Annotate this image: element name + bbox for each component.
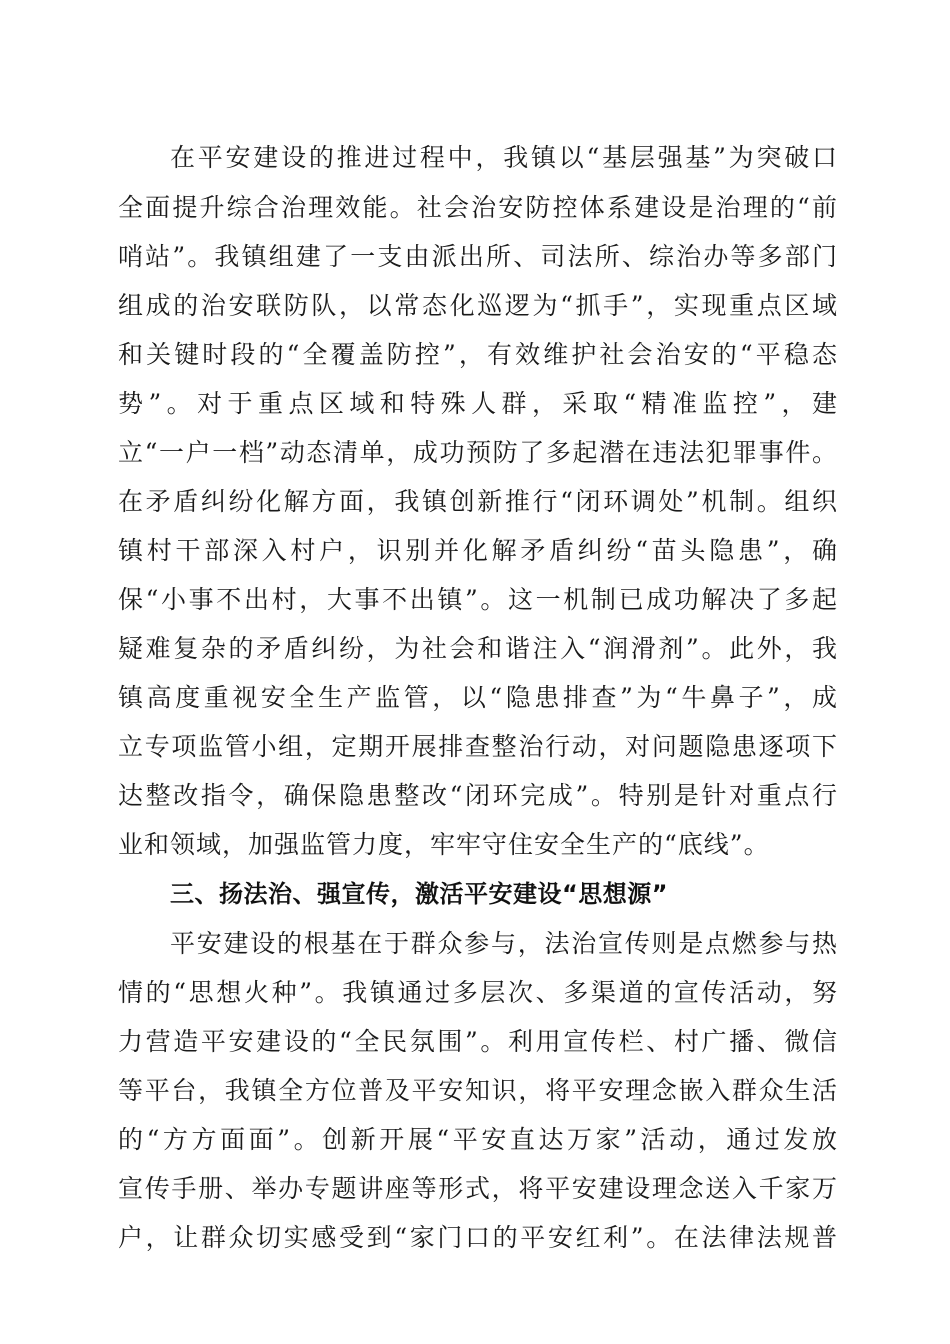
paragraph-1-line-7: 立“一户一档”动态清单，成功预防了多起潜在违法犯罪事件。	[118, 438, 838, 467]
paragraph-1-line-10: 保“小事不出村，大事不出镇”。这一机制已成功解决了多起	[118, 585, 838, 614]
paragraph-2-line-2: 情的“思想火种”。我镇通过多层次、多渠道的宣传活动，努	[118, 978, 838, 1007]
paragraph-1-line-13: 立专项监管小组，定期开展排查整治行动，对问题隐患逐项下	[118, 732, 838, 761]
paragraph-2-line-6: 宣传手册、举办专题讲座等形式，将平安建设理念送入千家万	[118, 1174, 838, 1203]
paragraph-2-line-4: 等平台，我镇全方位普及平安知识，将平安理念嵌入群众生活	[118, 1076, 838, 1105]
paragraph-1-line-9: 镇村干部深入村户，识别并化解矛盾纠纷“苗头隐患”，确	[118, 536, 838, 565]
paragraph-1-line-4: 组成的治安联防队，以常态化巡逻为“抓手”，实现重点区域	[118, 291, 838, 320]
paragraph-2-line-5: 的“方方面面”。创新开展“平安直达万家”活动，通过发放	[118, 1125, 838, 1154]
paragraph-1-line-1: 在平安建设的推进过程中，我镇以“基层强基”为突破口	[170, 143, 838, 172]
paragraph-1-line-6: 势”。对于重点区域和特殊人群，采取“精准监控”，建	[118, 389, 838, 418]
paragraph-1-line-2: 全面提升综合治理效能。社会治安防控体系建设是治理的“前	[118, 193, 838, 222]
section-heading: 三、扬法治、强宣传，激活平安建设“思想源”	[170, 880, 669, 908]
paragraph-1-line-3: 哨站”。我镇组建了一支由派出所、司法所、综治办等多部门	[118, 242, 838, 271]
paragraph-2-line-3: 力营造平安建设的“全民氛围”。利用宣传栏、村广播、微信	[118, 1027, 838, 1056]
paragraph-1-line-8: 在矛盾纠纷化解方面，我镇创新推行“闭环调处”机制。组织	[118, 487, 838, 516]
paragraph-1-line-14: 达整改指令，确保隐患整改“闭环完成”。特别是针对重点行	[118, 781, 838, 810]
paragraph-1-line-5: 和关键时段的“全覆盖防控”，有效维护社会治安的“平稳态	[118, 340, 838, 369]
paragraph-1-line-11: 疑难复杂的矛盾纠纷，为社会和谐注入“润滑剂”。此外，我	[118, 634, 838, 663]
paragraph-1-line-12: 镇高度重视安全生产监管，以“隐患排查”为“牛鼻子”，成	[118, 683, 838, 712]
paragraph-1-line-15: 业和领域，加强监管力度，牢牢守住安全生产的“底线”。	[118, 830, 770, 859]
paragraph-2-line-1: 平安建设的根基在于群众参与，法治宣传则是点燃参与热	[170, 929, 838, 958]
paragraph-2-line-7: 户，让群众切实感受到“家门口的平安红利”。在法律法规普	[118, 1223, 838, 1252]
